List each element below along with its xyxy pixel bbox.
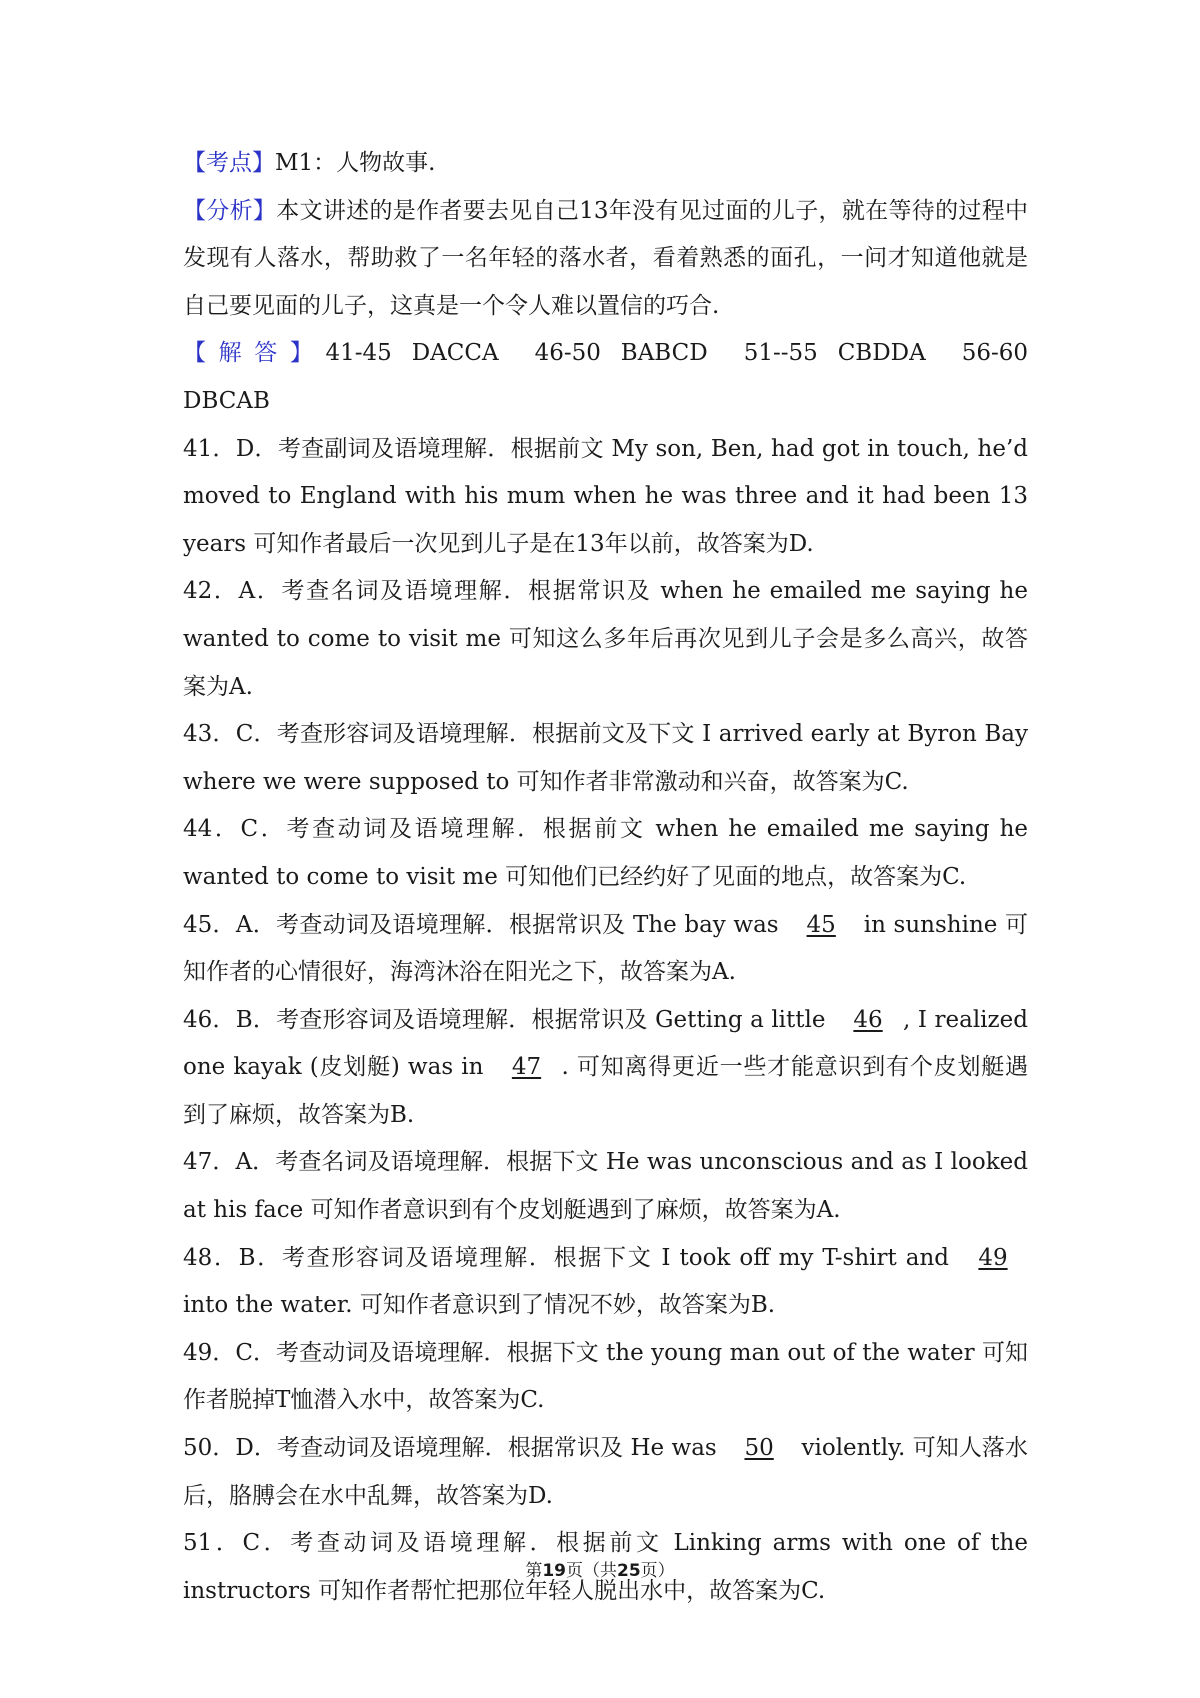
jieda-paragraph (183, 330, 1028, 425)
blank-46: 46 (853, 1006, 883, 1033)
fenxi-paragraph (183, 188, 1028, 331)
question-50-post: violently. 可知人落水后，胳膊会在水中乱舞，故答案为D. (183, 1435, 1028, 1509)
footer-post: 页） (640, 1561, 675, 1581)
footer-total-pages: 25 (617, 1561, 641, 1581)
question-48-post: into the water. 可知作者意识到了情况不妙，故答案为B. (183, 1292, 776, 1319)
question-43: 43．C．考查形容词及语境理解．根据前文及下文 I arrived early at Byron Bay where we were supposed to 可知作者非常激动和兴奋，故答案为C. (183, 721, 1028, 795)
page-footer (0, 1556, 1200, 1581)
question-49: 49．C．考查动词及语境理解．根据下文 the young man out of the water 可知作者脱掉T恤潜入水中，故答案为C. (183, 1339, 1028, 1414)
footer-mid: 页（共 (566, 1561, 617, 1581)
answer-group: 56-60 DBCAB (183, 340, 1028, 414)
jieda-tag: 【解答】 (183, 340, 326, 367)
kaodian-paragraph (183, 140, 1028, 188)
kaodian-tag: 【考点】 (183, 150, 275, 176)
question-48 (183, 1235, 1028, 1330)
question-44: 44．C．考查动词及语境理解．根据前文 when he emailed me saying he wanted to come to visit me 可知他们已经约好了见面的地点，故答案为C. (183, 816, 1028, 890)
blank-49: 49 (978, 1244, 1008, 1271)
document-body (183, 140, 1028, 1615)
kaodian-text: M1：人物故事. (275, 150, 436, 176)
blank-47: 47 (511, 1054, 542, 1081)
blank-50: 50 (744, 1435, 774, 1462)
question-45-post: in sunshine 可知作者的心情很好，海湾沐浴在阳光之下，故答案为A. (183, 911, 1028, 986)
fenxi-tag: 【分析】 (183, 197, 277, 224)
footer-page-number: 19 (542, 1561, 566, 1581)
question-45-pre: 45．A．考查动词及语境理解．根据常识及 The bay was (183, 911, 787, 938)
question-50 (183, 1425, 1028, 1520)
question-41: 41．D．考查副词及语境理解．根据前文 My son, Ben, had got in touch, he’d moved to England with his mum when he was three and it had been 13 years 可知作者最后一次见到儿子是在13年以前，故答案为D. (183, 435, 1028, 557)
question-50-pre: 50．D．考查动词及语境理解．根据常识及 He was (183, 1435, 725, 1462)
answer-group: 41-45 DACCA (325, 340, 499, 367)
blank-45: 45 (806, 911, 836, 938)
question-46 (183, 997, 1028, 1140)
answer-group: 51--55 CBDDA (743, 340, 926, 367)
question-42: 42．A．考查名词及语境理解．根据常识及 when he emailed me saying he wanted to come to visit me 可知这么多年后再次见到儿子会是多么高兴，故答案为A. (183, 578, 1028, 700)
question-48-pre: 48．B．考查形容词及语境理解．根据下文 I took off my T-shirt and (183, 1244, 958, 1271)
fenxi-text: 本文讲述的是作者要去见自己13年没有见过面的儿子，就在等待的过程中发现有人落水，帮助救了一名年轻的落水者，看着熟悉的面孔，一问才知道他就是自己要见面的儿子，这真是一个令人难以置信的巧合. (183, 197, 1028, 319)
footer-pre: 第 (525, 1561, 543, 1581)
answer-group: 46-50 BABCD (534, 340, 708, 367)
question-46-mid: , I realized one kayak (皮划艇) was in (183, 1006, 1028, 1081)
question-45 (183, 902, 1028, 997)
question-51: 51．C．考查动词及语境理解．根据前文 Linking arms with one of the instructors 可知作者帮忙把那位年轻人脱出水中，故答案为C. (183, 1530, 1028, 1604)
question-47: 47．A．考查名词及语境理解．根据下文 He was unconscious and as I looked at his face 可知作者意识到有个皮划艇遇到了麻烦，故答案为A. (183, 1149, 1028, 1224)
question-46-post: . 可知离得更近一些才能意识到有个皮划艇遇到了麻烦，故答案为B. (183, 1054, 1029, 1128)
question-46-pre: 46．B．考查形容词及语境理解．根据常识及 Getting a little (183, 1006, 834, 1033)
